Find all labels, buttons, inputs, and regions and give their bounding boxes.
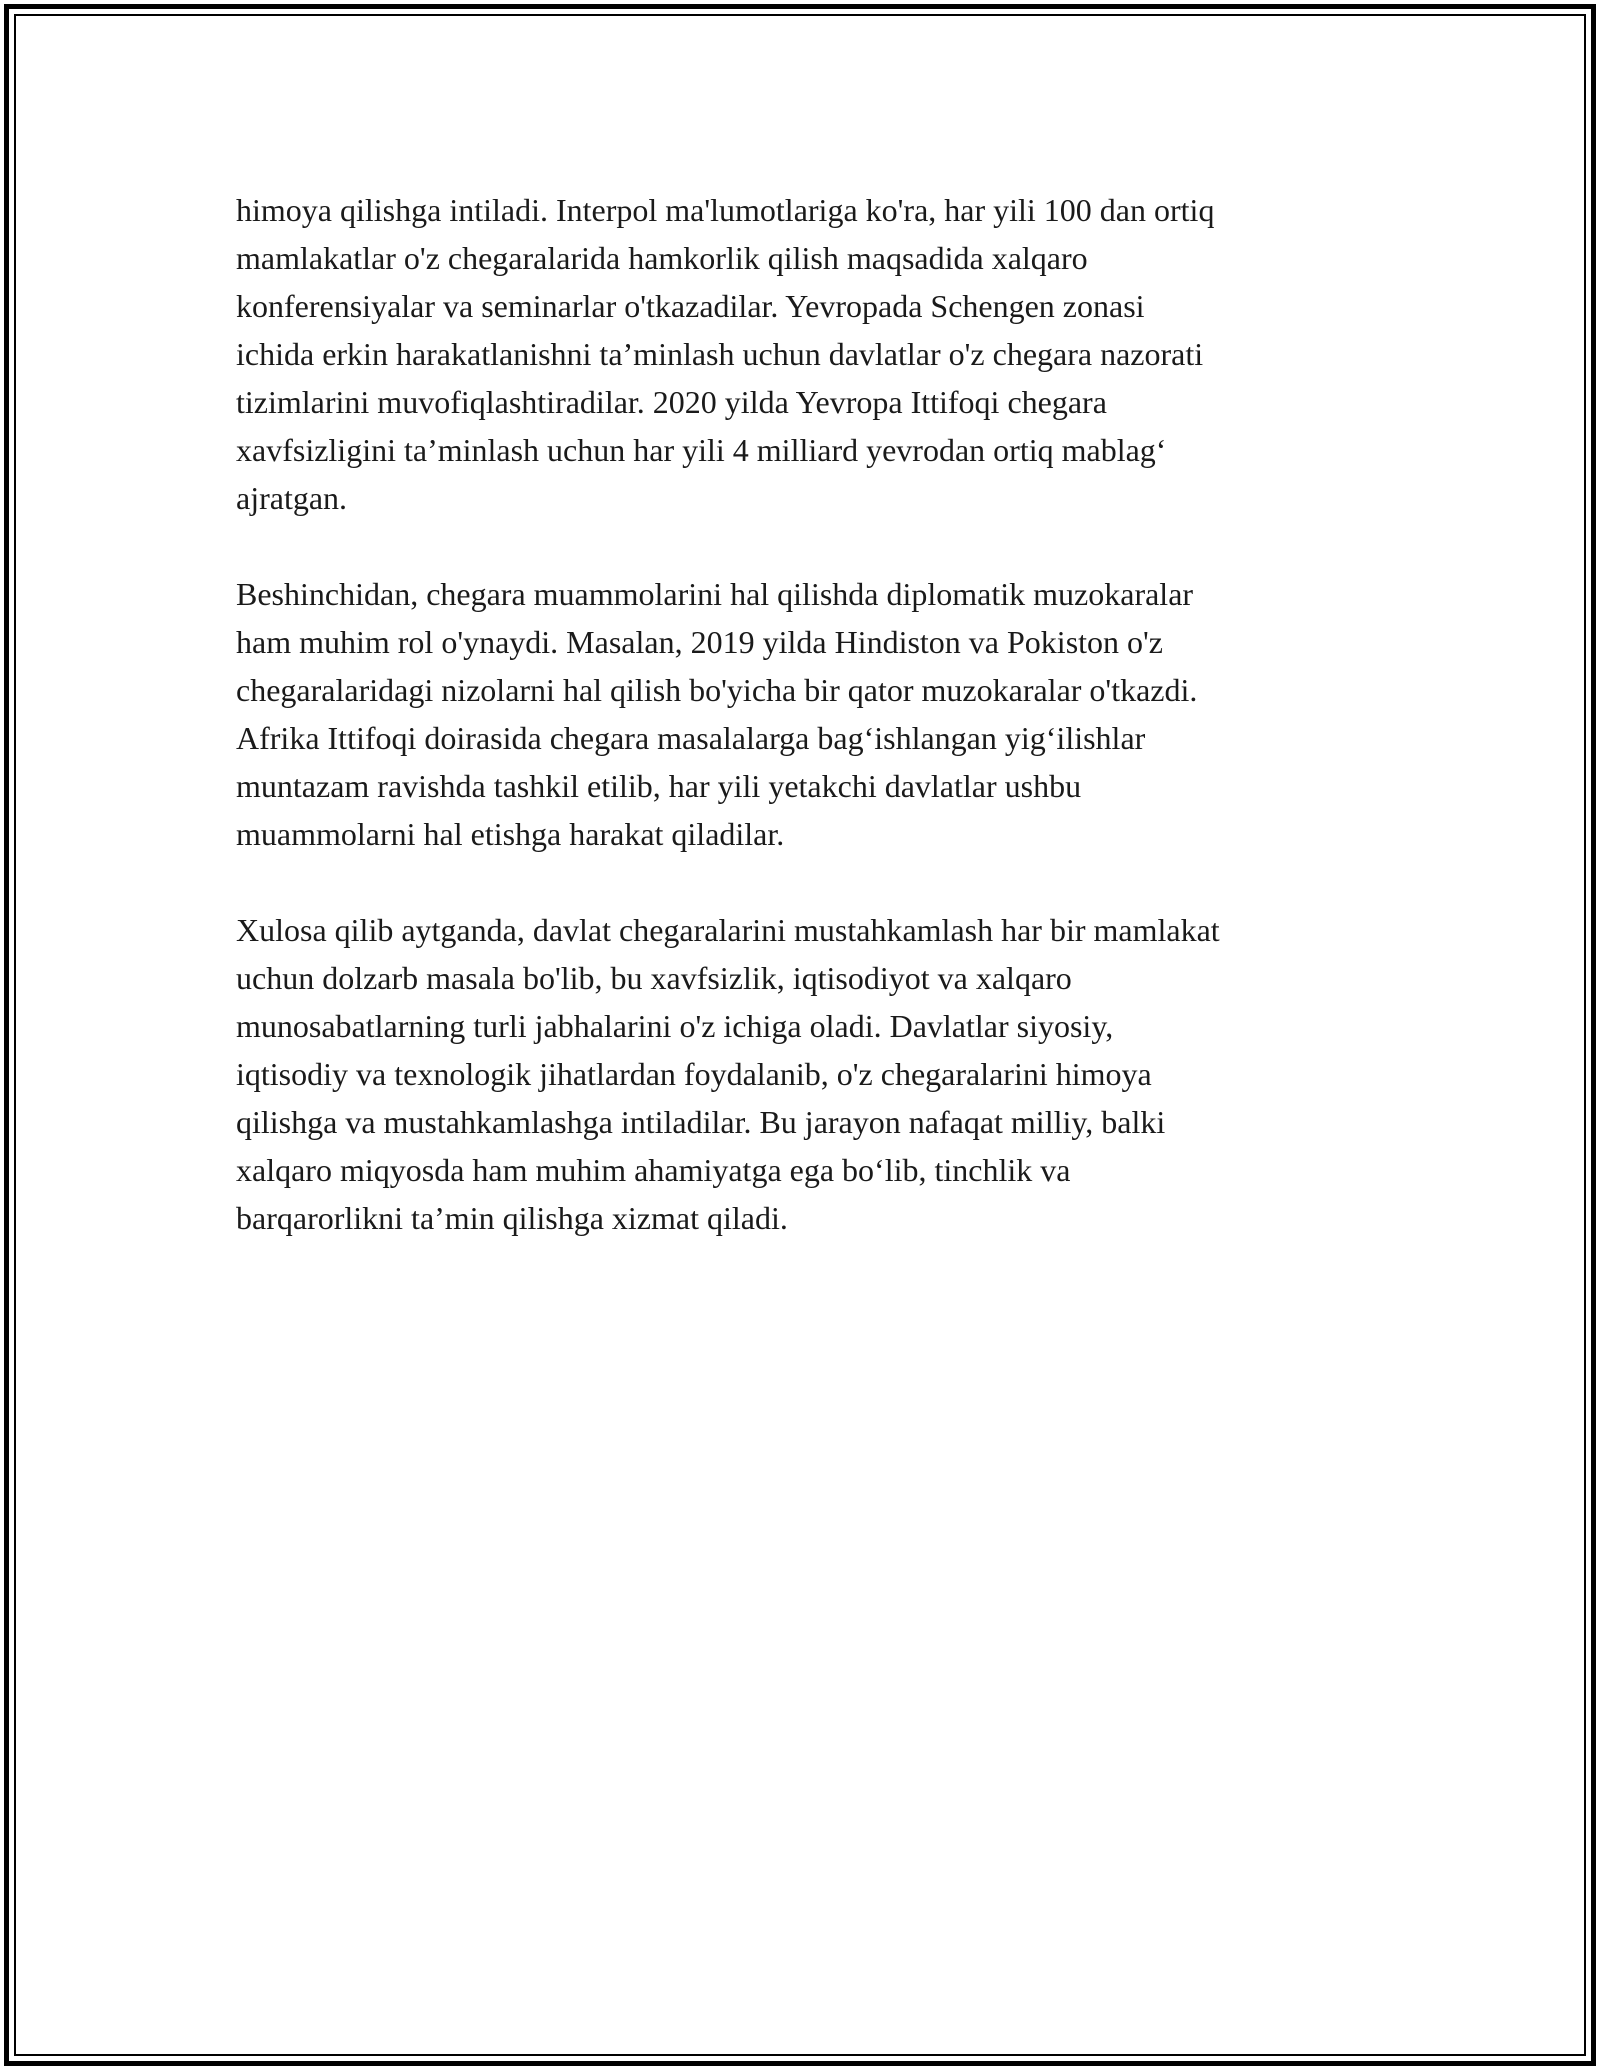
text-line: iqtisodiy va texnologik jihatlardan foydalanib, o'z chegaralarini himoya: [236, 1056, 1152, 1092]
text-line: mamlakatlar o'z chegaralarida hamkorlik qilish maqsadida xalqaro: [236, 240, 1088, 276]
text-line: xalqaro miqyosda ham muhim ahamiyatga ega bo‘lib, tinchlik va: [236, 1152, 1071, 1188]
text-line: Beshinchidan, chegara muammolarini hal qilishda diplomatik muzokaralar: [236, 576, 1194, 612]
text-line: himoya qilishga intiladi. Interpol ma'lumotlariga ko'ra, har yili 100 dan ortiq: [236, 192, 1215, 228]
text-line: ham muhim rol o'ynaydi. Masalan, 2019 yilda Hindiston va Pokiston o'z: [236, 624, 1163, 660]
text-line: chegaralaridagi nizolarni hal qilish bo'yicha bir qator muzokaralar o'tkazdi.: [236, 672, 1198, 708]
paragraph-2: [236, 570, 1376, 858]
text-line: ajratgan.: [236, 480, 348, 516]
text-line: konferensiyalar va seminarlar o'tkazadilar. Yevropada Schengen zonasi: [236, 288, 1145, 324]
document-body: [236, 186, 1376, 1290]
paragraph-3: [236, 906, 1376, 1242]
text-line: munosabatlarning turli jabhalarini o'z ichiga oladi. Davlatlar siyosiy,: [236, 1008, 1114, 1044]
text-line: Afrika Ittifoqi doirasida chegara masalalarga bag‘ishlangan yig‘ilishlar: [236, 720, 1146, 756]
paragraph-1: [236, 186, 1376, 522]
text-line: tizimlarini muvofiqlashtiradilar. 2020 yilda Yevropa Ittifoqi chegara: [236, 384, 1107, 420]
text-line: Xulosa qilib aytganda, davlat chegaralarini mustahkamlash har bir mamlakat: [236, 912, 1220, 948]
text-line: ichida erkin harakatlanishni ta’minlash uchun davlatlar o'z chegara nazorati: [236, 336, 1204, 372]
text-line: barqarorlikni ta’min qilishga xizmat qiladi.: [236, 1200, 788, 1236]
text-line: qilishga va mustahkamlashga intiladilar. Bu jarayon nafaqat milliy, balki: [236, 1104, 1166, 1140]
text-line: muammolarni hal etishga harakat qiladilar.: [236, 816, 785, 852]
text-line: muntazam ravishda tashkil etilib, har yili yetakchi davlatlar ushbu: [236, 768, 1082, 804]
text-line: xavfsizligini ta’minlash uchun har yili 4 milliard yevrodan ortiq mablag‘: [236, 432, 1167, 468]
text-line: uchun dolzarb masala bo'lib, bu xavfsizlik, iqtisodiyot va xalqaro: [236, 960, 1072, 996]
